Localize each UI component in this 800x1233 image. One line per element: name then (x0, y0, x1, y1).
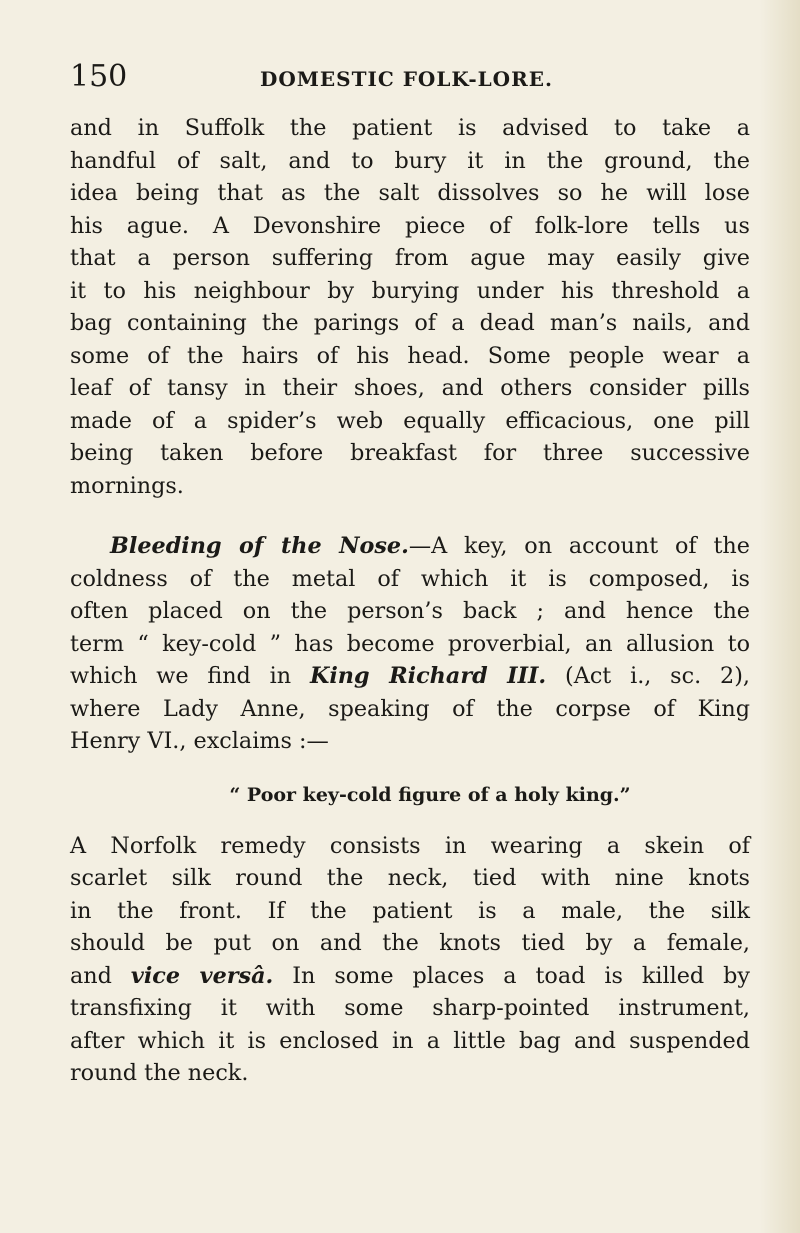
text-line: being taken before breakfast for three successive (70, 440, 750, 466)
text-run: and (70, 962, 131, 989)
text-run: which we find in (70, 663, 310, 689)
quotation: “ Poor key-cold figure of a holy king.” (229, 783, 631, 806)
paragraph-ague-remedies (70, 112, 750, 502)
text-line: transfixing it with some sharp-pointed instrument, (70, 995, 750, 1021)
section-heading: Bleeding of the Nose. (110, 533, 409, 559)
text-run: In some places a toad is killed by (273, 962, 750, 989)
text-line: mornings. (70, 472, 184, 499)
text-line: should be put on and the knots tied by a female, (70, 930, 750, 956)
latin-phrase: vice versâ. (130, 962, 274, 989)
page-number: 150 (70, 59, 128, 94)
text-run: —A key, on account of the (408, 533, 750, 559)
body-text (70, 112, 750, 1090)
text-line: idea being that as the salt dissolves so he will lose (70, 180, 750, 206)
text-line (70, 660, 750, 693)
paragraph-norfolk-remedy (70, 830, 750, 1090)
text-run: (Act i., sc. 2), (546, 663, 750, 689)
text-line (70, 530, 750, 563)
text-line: bag containing the parings of a dead man’s nails, and (70, 310, 750, 336)
paragraph-bleeding-of-the-nose (70, 530, 750, 758)
text-line: round the neck. (70, 1060, 249, 1086)
text-line: his ague. A Devonshire piece of folk-lore tells us (70, 212, 750, 239)
text-line: Henry VI., exclaims :— (70, 728, 329, 754)
running-title: DOMESTIC FOLK-LORE. (260, 67, 553, 91)
text-line: it to his neighbour by burying under his threshold a (70, 277, 750, 304)
text-line: coldness of the metal of which it is composed, is (70, 565, 750, 592)
text-line: term “ key-cold ” has become proverbial, an allusion to (70, 630, 750, 657)
page-edge-shading (760, 0, 800, 1233)
text-line: A Norfolk remedy consists in wearing a skein of (70, 832, 750, 859)
text-line: leaf of tansy in their shoes, and others consider pills (70, 375, 750, 401)
text-line: after which it is enclosed in a little bag and suspended (70, 1027, 750, 1054)
text-line: and in Suffolk the patient is advised to take a (70, 115, 750, 141)
text-line: where Lady Anne, speaking of the corpse of King (70, 695, 750, 722)
text-line: some of the hairs of his head. Some people wear a (70, 342, 750, 369)
text-line: handful of salt, and to bury it in the ground, the (70, 147, 750, 174)
text-line: made of a spider’s web equally efficacious, one pill (70, 407, 750, 434)
text-line (70, 960, 750, 993)
text-line: that a person suffering from ague may easily give (70, 245, 750, 271)
text-line: often placed on the person’s back ; and hence the (70, 598, 750, 624)
running-head (70, 60, 750, 100)
text-line: scarlet silk round the neck, tied with nine knots (70, 865, 750, 891)
text-line: in the front. If the patient is a male, the silk (70, 897, 750, 924)
play-title: King Richard III. (309, 663, 547, 689)
